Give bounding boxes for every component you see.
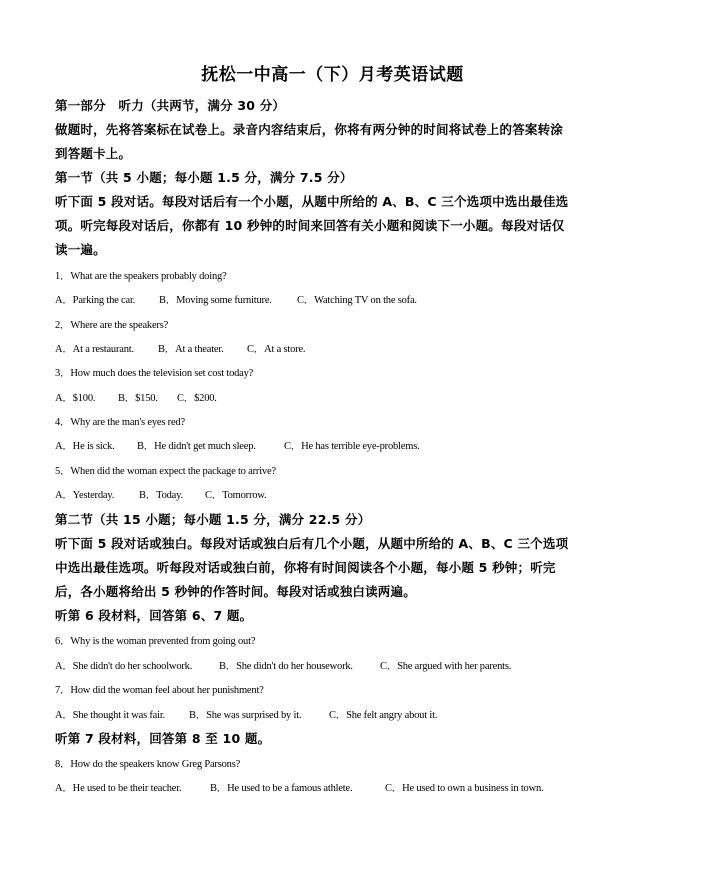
section1-instructions-line-2: 项。听完每段对话后，你都有 10 秒钟的时间来回答有关小题和阅读下一小题。每段对话仅 [55,218,565,233]
question-5-option-c: C．Tomorrow. [205,490,267,501]
question-8-option-a: A．He used to be their teacher. [55,783,182,794]
question-2-option-c: C．At a store. [247,344,306,355]
question-6: 6．Why is the woman prevented from going out? [55,636,256,647]
question-3-option-a: A．$100. [55,393,96,404]
question-3-option-c: C．$200. [177,393,217,404]
question-7-option-b: B．She was surprised by it. [189,710,302,721]
question-2: 2．Where are the speakers? [55,320,169,331]
question-2-option-b: B．At a theater. [158,344,224,355]
question-1-option-c: C．Watching TV on the sofa. [297,295,417,306]
question-8-option-c: C．He used to own a business in town. [385,783,544,794]
section2-instructions-line-2: 中选出最佳选项。听每段对话或独白前，你将有时间阅读各个小题，每小题 5 秒钟；听完 [55,560,556,575]
question-5-option-a: A．Yesterday. [55,490,115,501]
section2-heading: 第二节（共 15 小题；每小题 1.5 分，满分 22.5 分） [55,512,371,527]
section1-instructions-line-3: 读一遍。 [55,242,106,257]
question-1-option-a: A．Parking the car. [55,295,136,306]
section2-instructions-line-3: 后，各小题将给出 5 秒钟的作答时间。每段对话或独白读两遍。 [55,584,416,599]
section1-heading: 第一节（共 5 小题；每小题 1.5 分，满分 7.5 分） [55,170,353,185]
part1-intro-line-2: 到答题卡上。 [55,146,132,161]
question-7-option-a: A．She thought it was fair. [55,710,165,721]
section1-instructions-line-1: 听下面 5 段对话。每段对话后有一个小题，从题中所给的 A、B、C 三个选项中选出最佳选 [55,194,569,209]
question-4-options [55,438,420,453]
question-6-option-b: B．She didn't do her housework. [219,661,353,672]
question-4: 4．Why are the man's eyes red? [55,417,185,428]
question-4-option-a: A．He is sick. [55,441,115,452]
question-2-option-a: A．At a restaurant. [55,344,134,355]
question-6-option-c: C．She argued with her parents. [380,661,512,672]
question-8-option-b: B．He used to be a famous athlete. [210,783,353,794]
question-7: 7．How did the woman feel about her punishment? [55,685,264,696]
question-3-options [55,390,217,405]
question-3: 3．How much does the television set cost today? [55,368,254,379]
question-4-option-c: C．He has terrible eye-problems. [284,441,420,452]
question-3-option-b: B．$150. [118,393,158,404]
question-1-option-b: B．Moving some furniture. [159,295,272,306]
question-6-options [55,658,511,673]
question-1-options [55,292,417,307]
question-6-option-a: A．She didn't do her schoolwork. [55,661,193,672]
material-7-heading: 听第 7 段材料，回答第 8 至 10 题。 [55,731,271,746]
section2-instructions-line-1: 听下面 5 段对话或独白。每段对话或独白后有几个小题，从题中所给的 A、B、C 三个选项 [55,536,569,551]
question-8: 8．How do the speakers know Greg Parsons? [55,759,241,770]
material-6-heading: 听第 6 段材料，回答第 6、7 题。 [55,608,253,623]
part1-heading: 第一部分 听力（共两节，满分 30 分） [55,98,286,113]
question-5: 5．When did the woman expect the package to arrive? [55,466,276,477]
question-7-options [55,707,437,722]
question-1: 1．What are the speakers probably doing? [55,271,227,282]
question-5-options [55,487,266,502]
question-4-option-b: B．He didn't get much sleep. [137,441,256,452]
question-8-options [55,780,543,795]
page-title: 抚松一中高一（下）月考英语试题 [201,65,464,85]
part1-intro-line-1: 做题时，先将答案标在试卷上。录音内容结束后，你将有两分钟的时间将试卷上的答案转涂 [55,122,564,137]
question-7-option-c: C．She felt angry about it. [329,710,438,721]
question-2-options [55,341,305,356]
question-5-option-b: B．Today. [139,490,183,501]
